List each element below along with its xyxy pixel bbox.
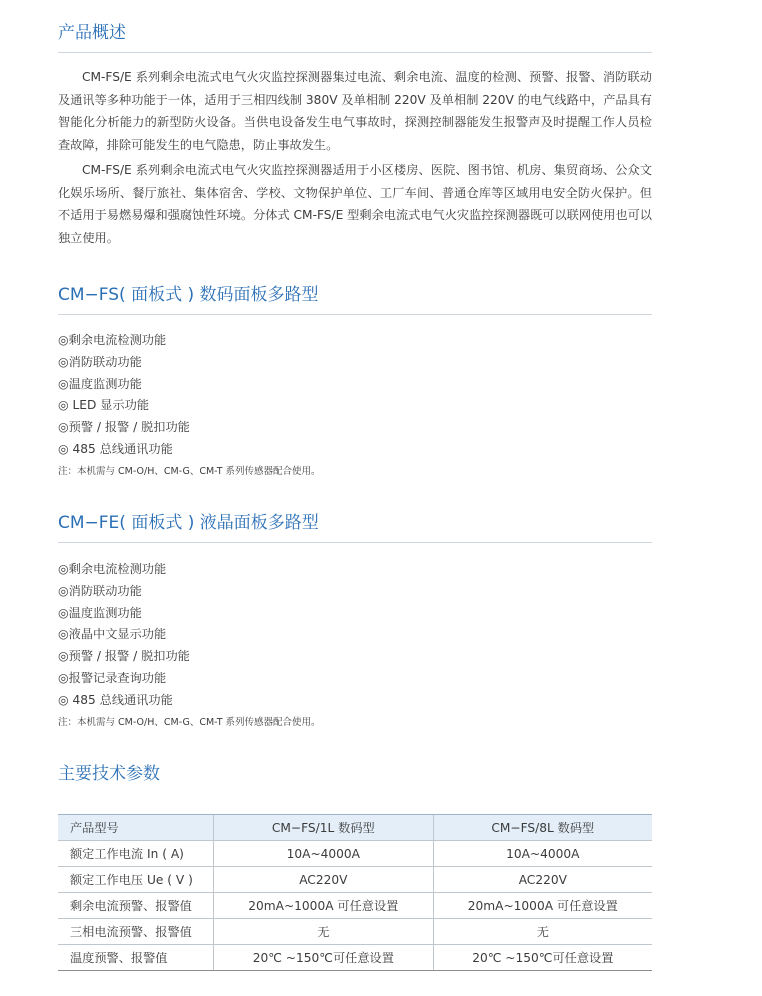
table-row <box>58 841 652 867</box>
fs-feature-item: ◎ 485 总线通讯功能 <box>58 441 173 456</box>
table-cell: 额定工作电流 In ( A) <box>58 841 214 867</box>
fe-section-title: CM−FE( 面板式 ) 液晶面板多路型 <box>58 512 652 543</box>
overview-title: 产品概述 <box>58 22 652 53</box>
fe-feature-item: ◎ 485 总线通讯功能 <box>58 692 173 707</box>
table-cell: 20℃ ~150℃可任意设置 <box>214 945 434 971</box>
fe-feature-item: ◎剩余电流检测功能 <box>58 562 167 576</box>
fe-feature-item: ◎预警 / 报警 / 脱扣功能 <box>58 649 190 664</box>
specs-table <box>58 814 652 971</box>
table-cell: AC220V <box>214 867 434 893</box>
table-cell: 20mA~1000A 可任意设置 <box>214 893 434 919</box>
table-row <box>58 893 652 919</box>
table-cell: 温度预警、报警值 <box>58 945 214 971</box>
fe-feature-list <box>58 559 652 712</box>
overview-paragraph-1: CM-FS/E 系列剩余电流式电气火灾监控探测器集过电流、剩余电流、温度的检测、预警、报警、消防联动及通讯等多种功能于一体，适用于三相四线制 380V 及单相制 220V 及单相制 220V 的电气线路中，产品具有智能化分析能力的新型防火设备。当供电设备发生电气事故时，探测控制器能发生报警声及时提醒工作人员检查故障，排除可能发生的电气隐患，防止事故发生。 <box>58 70 652 152</box>
table-header-cell: 产品型号 <box>58 815 214 841</box>
table-cell: 剩余电流预警、报警值 <box>58 893 214 919</box>
table-row <box>58 867 652 893</box>
table-cell: 无 <box>214 919 434 945</box>
table-cell: 10A~4000A <box>433 841 652 867</box>
fs-feature-list <box>58 330 652 461</box>
table-cell: 额定工作电压 Ue ( V ) <box>58 867 214 893</box>
table-cell: 无 <box>433 919 652 945</box>
overview-paragraph-2: CM-FS/E 系列剩余电流式电气火灾监控探测器适用于小区楼房、医院、图书馆、机房、集贸商场、公众文化娱乐场所、餐厅旅社、集体宿舍、学校、文物保护单位、工厂车间、普通仓库等区域用电安全防火保护。但不适用于易燃易爆和强腐蚀性环境。分体式 CM-FS/E 型剩余电流式电气火灾监控探测器既可以联网使用也可以独立使用。 <box>58 163 652 245</box>
table-header-cell: CM−FS/8L 数码型 <box>433 815 652 841</box>
fe-feature-item: ◎液晶中文显示功能 <box>58 627 167 642</box>
specs-title: 主要技术参数 <box>58 764 160 784</box>
table-cell: 三相电流预警、报警值 <box>58 919 214 945</box>
fe-note: 注：本机需与 CM-O/H、CM-G、CM-T 系列传感器配合使用。 <box>58 717 321 728</box>
fe-feature-item: ◎报警记录查询功能 <box>58 670 167 685</box>
table-row <box>58 919 652 945</box>
table-cell: 20mA~1000A 可任意设置 <box>433 893 652 919</box>
fs-note: 注：本机需与 CM-O/H、CM-G、CM-T 系列传感器配合使用。 <box>58 466 321 477</box>
table-header-row <box>58 815 652 841</box>
fs-feature-item: ◎预警 / 报警 / 脱扣功能 <box>58 420 190 435</box>
overview-body <box>58 66 652 249</box>
fs-feature-item: ◎剩余电流检测功能 <box>58 333 167 347</box>
fs-section-title: CM−FS( 面板式 ) 数码面板多路型 <box>58 284 652 315</box>
fs-feature-item: ◎消防联动功能 <box>58 354 142 369</box>
fs-feature-item: ◎温度监测功能 <box>58 376 142 391</box>
table-cell: AC220V <box>433 867 652 893</box>
fe-feature-item: ◎消防联动功能 <box>58 583 142 598</box>
table-cell: 20℃ ~150℃可任意设置 <box>433 945 652 971</box>
table-row <box>58 945 652 971</box>
fe-feature-item: ◎温度监测功能 <box>58 605 142 620</box>
fs-feature-item: ◎ LED 显示功能 <box>58 398 150 413</box>
table-header-cell: CM−FS/1L 数码型 <box>214 815 434 841</box>
table-cell: 10A~4000A <box>214 841 434 867</box>
